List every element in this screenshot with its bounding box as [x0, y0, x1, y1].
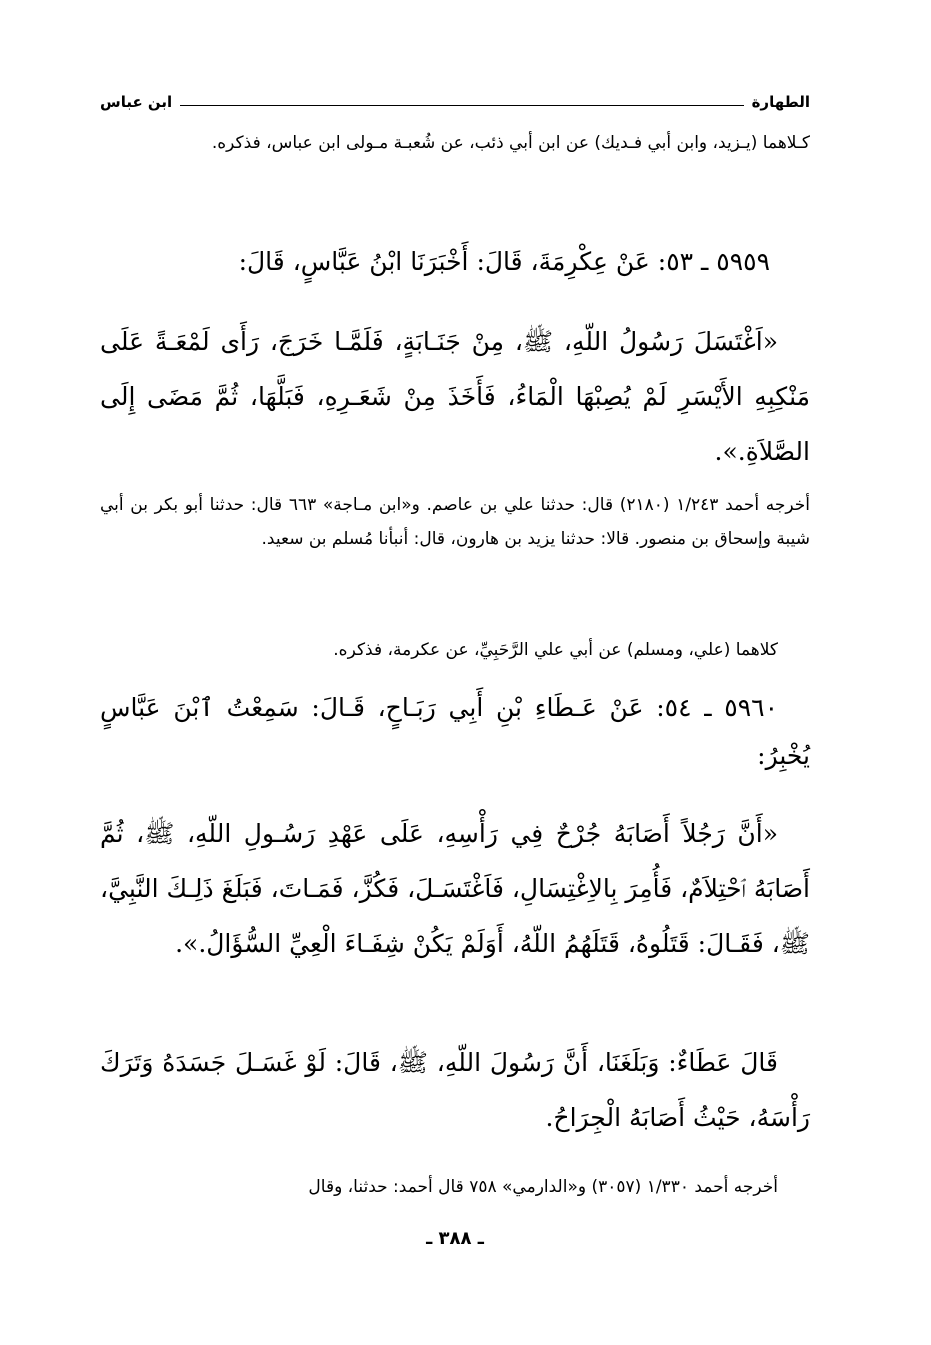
ata-statement: قَالَ عَطَاءٌ: وَبَلَغَنَا، أَنَّ رَسُولَ اللّهِ، ﷺ، قَالَ: لَوْ غَسَـلَ جَسَدَهُ وَتَرَكَ رَأْسَهُ، حَيْثُ أَصَابَهُ الْجِرَاحُ. — [100, 1048, 810, 1132]
chain-note-2: كلاهما (علي، ومسلم) عن أبي علي الرَّحَبِيِّ، عن عكرمة، فذكره. — [333, 640, 778, 660]
takhrij-5960: أخرجه أحمد ١/٣٣٠ (٣٠٥٧) و«الدارمي» ٧٥٨ قال أحمد: حدثنا، وقال — [308, 1177, 778, 1197]
hadith-5960-text: «أَنَّ رَجُلاً أَصَابَهُ جُرْحٌ فِي رَأْسِهِ، عَلَى عَهْدِ رَسُـولِ اللّهِ، ﷺ، ثُمَّ أَصَابَهُ ٱحْتِلاَمٌ، فَأُمِرَ بِالاِغْتِسَالِ، فَاَغْتَسَـلَ، فَكُزَّ، فَمَـاتَ، فَبَلَغَ ذَلِـكَ النَّبِيَّ، ﷺ، فَقَـالَ: قَتَلُوهُ، قَتَلَهُمُ اللّهُ، أَوَلَمْ يَكُنْ شِفَـاءَ الْعِيِّ السُّؤَالُ.». — [100, 819, 810, 958]
takhrij-5959: أخرجه أحمد ١/٢٤٣ (٢١٨٠) قال: حدثنا علي بن عاصم. و«ابن مـاجة» ٦٦٣ قال: حدثنا أبو بكر بن أبي شيبة وإسحاق بن منصور. قالا: حدثنا يزيد بن هارون، قال: أنبأنا مُسلم بن سعيد. — [100, 495, 810, 549]
book-page — [100, 78, 810, 1278]
hadith-5960-heading: ٥٩٦٠ ـ ٥٤: عَنْ عَـطَاءِ بْنِ أَبِي رَبَـاحٍ، قَـالَ: سَمِعْتُ ٱبْنَ عَبَّاسٍ يُخْبِرُ: — [100, 693, 810, 770]
header-rule — [180, 105, 743, 106]
hadith-5959-heading: ٥٩٥٩ ـ ٥٣: عَنْ عِكْرِمَةَ، قَالَ: أَخْبَرَنَا ابْنُ عَبَّاسٍ، قَالَ: — [238, 247, 770, 276]
page-number: ـ ٣٨٨ ـ — [426, 1228, 484, 1249]
chapter-title: الطهارة — [751, 93, 810, 111]
running-header — [100, 88, 810, 116]
chain-note-1: كـلاهما (يـزيد، وابن أبي فـديك) عن ابن أبي ذئب، عن شُعبـة مـولى ابن عباس، فذكره. — [211, 133, 810, 153]
section-title: ابن عباس — [100, 93, 173, 111]
hadith-5959-text: «اَغْتَسَلَ رَسُولُ اللّهِ، ﷺ، مِنْ جَنَـابَةٍ، فَلَمَّـا خَرَجَ، رَأَى لَمْعَـةً عَلَى مَنْكِبِهِ الأَيْسَرِ لَمْ يُصِبْهَا الْمَاءُ، فَأَخَذَ مِنْ شَعَـرِهِ، فَبَلَّهَا، ثُمَّ مَضَى إِلَى الصَّلاَةِ.». — [100, 327, 810, 466]
